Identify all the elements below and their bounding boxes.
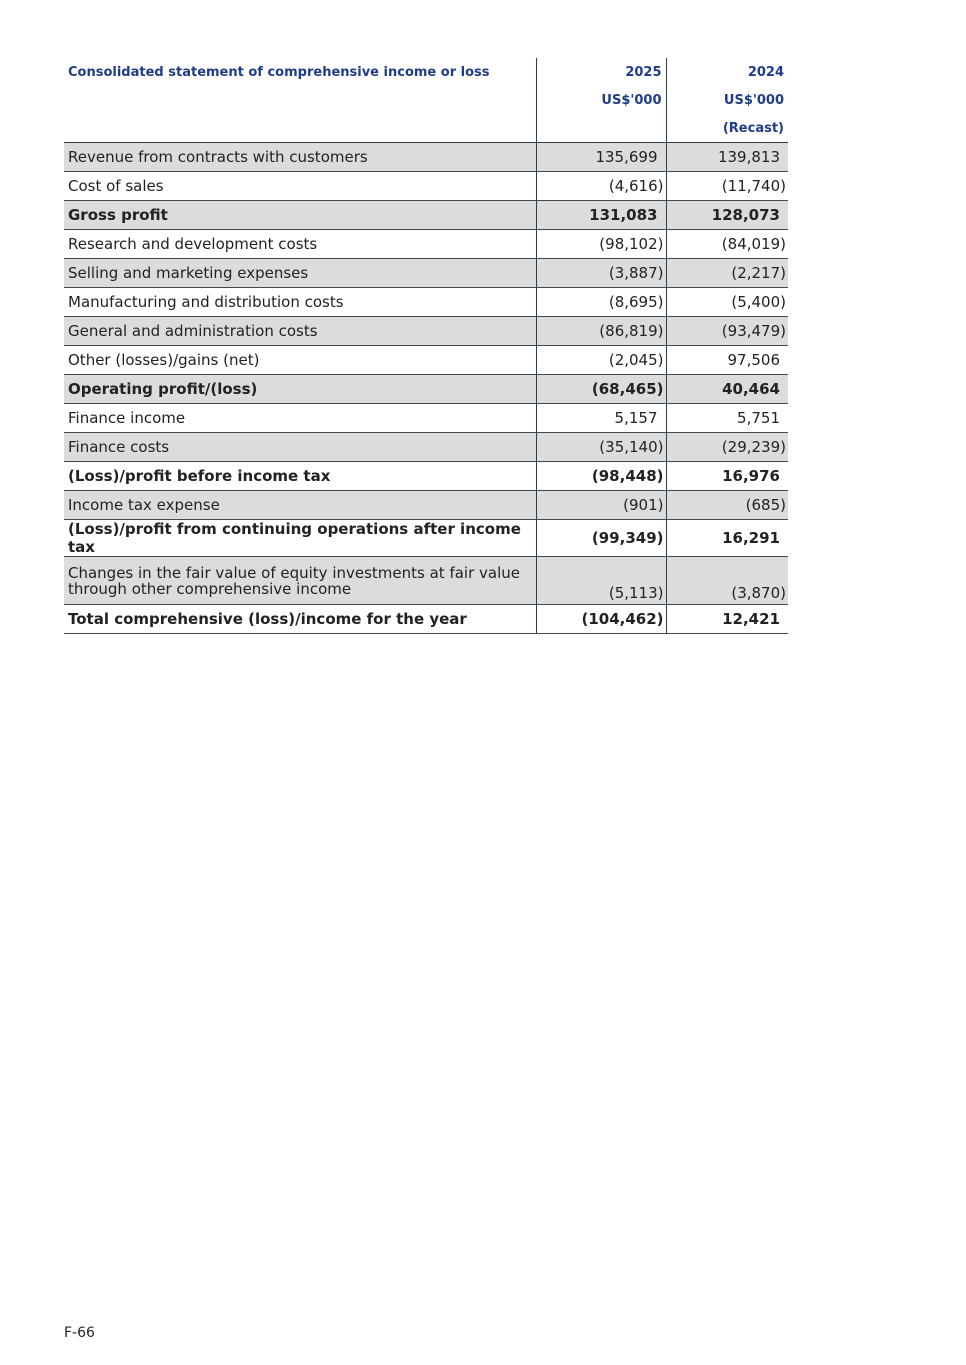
row-label: Other (losses)/gains (net) [64, 346, 536, 375]
row-label: Total comprehensive (loss)/income for the year [64, 605, 536, 634]
value-2024: (685) [666, 491, 788, 520]
value-2025: 135,699 [595, 148, 658, 166]
header-unit-2025: US$'000 [536, 86, 666, 114]
value-2025: (8,695) [536, 288, 666, 317]
value-2024: (11,740) [666, 172, 788, 201]
table-row [64, 172, 788, 201]
table-row [64, 259, 788, 288]
value-2024: 12,421 [722, 610, 780, 628]
row-label: Finance income [64, 404, 536, 433]
table-row [64, 462, 788, 491]
table-row [64, 346, 788, 375]
value-2025: (2,045) [536, 346, 666, 375]
value-2025: (68,465) [536, 375, 666, 404]
value-2025: (98,102) [536, 230, 666, 259]
value-2024: 97,506 [727, 351, 780, 369]
value-2025: (99,349) [536, 520, 666, 557]
table-row [64, 317, 788, 346]
value-2025: (3,887) [536, 259, 666, 288]
table-row [64, 201, 788, 230]
table-row [64, 375, 788, 404]
header-year-2024: 2024 [666, 58, 788, 86]
value-2024: 16,291 [722, 529, 780, 547]
table-row [64, 404, 788, 433]
row-label: Gross profit [64, 201, 536, 230]
row-label: Changes in the fair value of equity investments at fair value through other comprehensive income [64, 557, 536, 605]
header-row-notes [64, 114, 788, 143]
table-row [64, 557, 788, 605]
value-2025: (901) [536, 491, 666, 520]
table-row [64, 433, 788, 462]
value-2024: (3,870) [666, 557, 788, 605]
value-2024: (5,400) [666, 288, 788, 317]
header-row-units [64, 86, 788, 114]
value-2025: (86,819) [536, 317, 666, 346]
row-label: Cost of sales [64, 172, 536, 201]
row-label: Selling and marketing expenses [64, 259, 536, 288]
value-2024: (93,479) [666, 317, 788, 346]
value-2024: 139,813 [717, 148, 780, 166]
value-2024: 40,464 [722, 380, 780, 398]
header-year-2025: 2025 [536, 58, 666, 86]
row-label: (Loss)/profit before income tax [64, 462, 536, 491]
value-2024: 16,976 [722, 467, 780, 485]
row-label: Operating profit/(loss) [64, 375, 536, 404]
table-row [64, 520, 788, 557]
value-2025: 131,083 [589, 206, 658, 224]
value-2024: 128,073 [711, 206, 780, 224]
table-row [64, 230, 788, 259]
row-label: Research and development costs [64, 230, 536, 259]
table-row [64, 605, 788, 634]
value-2025: (104,462) [536, 605, 666, 634]
value-2024: (2,217) [666, 259, 788, 288]
row-label: (Loss)/profit from continuing operations after income tax [64, 520, 536, 557]
value-2024: (29,239) [666, 433, 788, 462]
row-label: Manufacturing and distribution costs [64, 288, 536, 317]
value-2025: (35,140) [536, 433, 666, 462]
value-2024: (84,019) [666, 230, 788, 259]
value-2025: (98,448) [536, 462, 666, 491]
row-label: Revenue from contracts with customers [64, 143, 536, 172]
value-2025: (5,113) [536, 557, 666, 605]
value-2024: 5,751 [737, 409, 780, 427]
table-row [64, 288, 788, 317]
table-row [64, 491, 788, 520]
value-2025: 5,157 [614, 409, 658, 427]
header-note-2024: (Recast) [666, 114, 788, 143]
table-row [64, 143, 788, 172]
row-label: Finance costs [64, 433, 536, 462]
header-row-years [64, 58, 788, 86]
income-statement-table [64, 58, 788, 634]
header-unit-2024: US$'000 [666, 86, 788, 114]
row-label: Income tax expense [64, 491, 536, 520]
value-2025: (4,616) [536, 172, 666, 201]
table-title: Consolidated statement of comprehensive income or loss [68, 64, 490, 80]
row-label: General and administration costs [64, 317, 536, 346]
page-number: F-66 [64, 1325, 95, 1341]
